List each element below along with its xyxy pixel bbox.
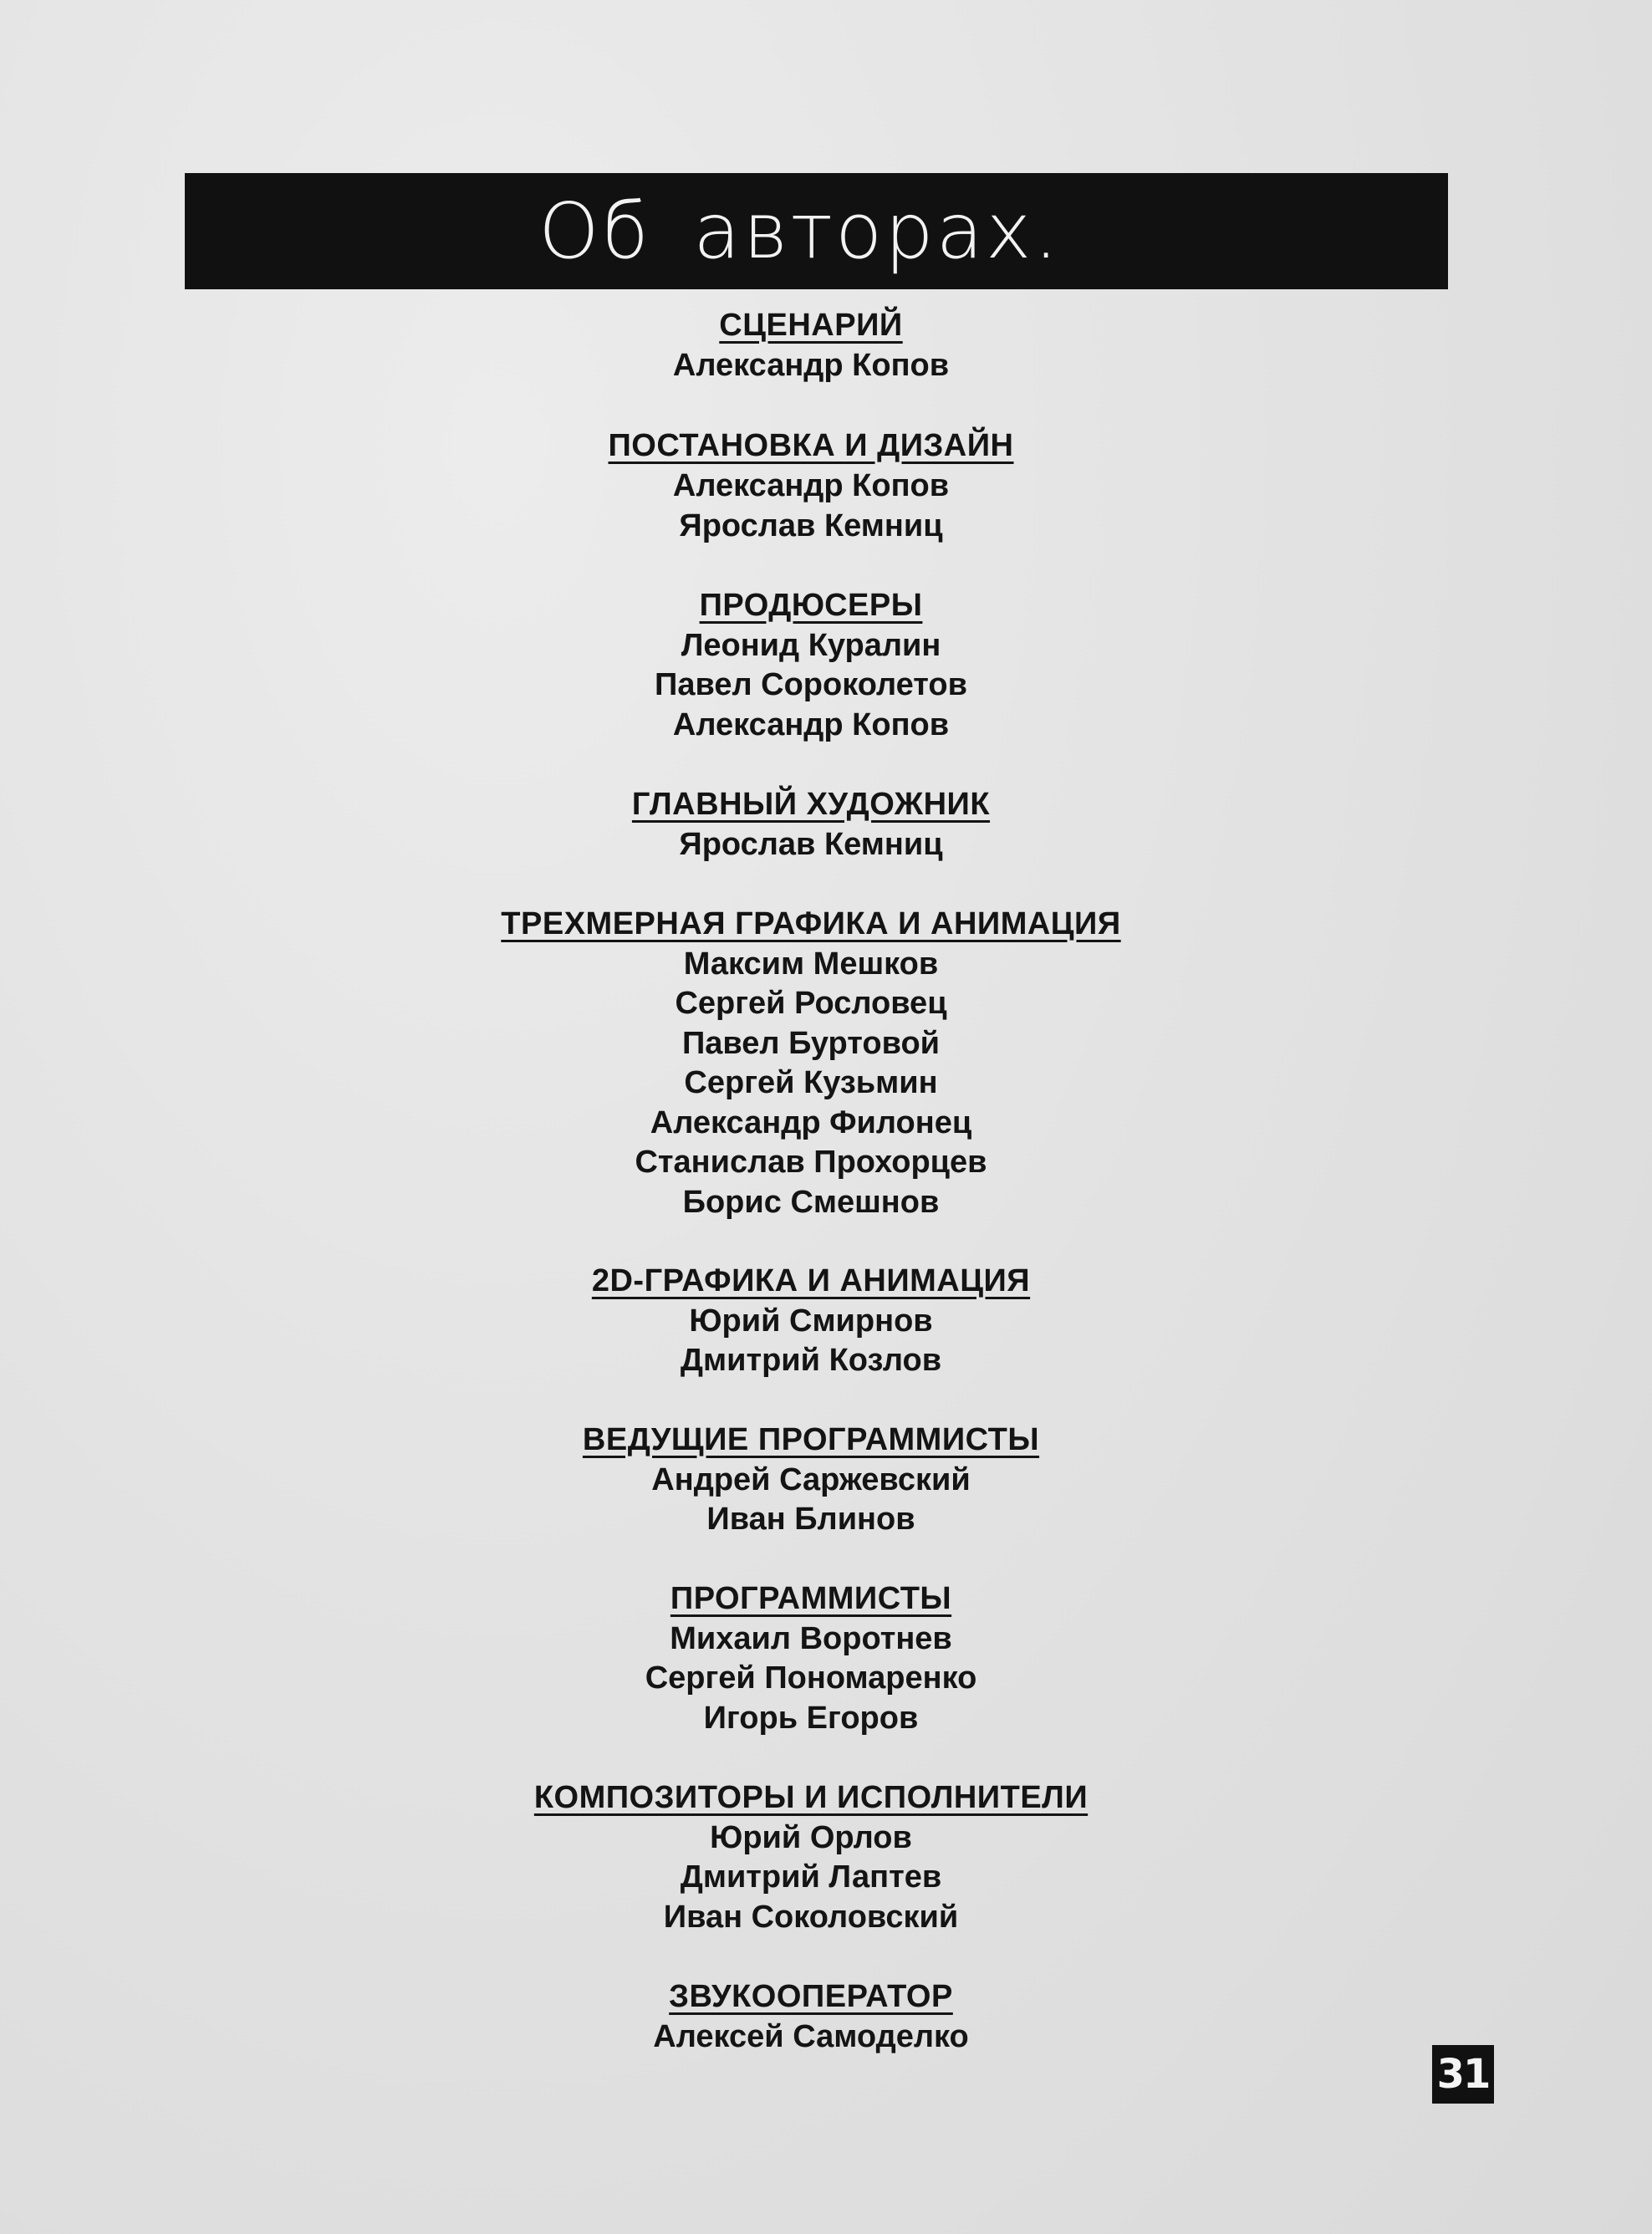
section-heading-sound: ЗВУКООПЕРАТОР bbox=[669, 1979, 953, 2014]
credit-name: Юрий Смирнов bbox=[689, 1303, 933, 1339]
credit-name: Станислав Прохорцев bbox=[635, 1145, 987, 1180]
credit-name: Ярослав Кемниц bbox=[679, 827, 943, 862]
credit-name: Юрий Орлов bbox=[710, 1820, 912, 1855]
page-title: Об авторах. bbox=[538, 186, 1061, 276]
credit-name: Сергей Пономаренко bbox=[645, 1660, 977, 1696]
section-heading-composers: КОМПОЗИТОРЫ И ИСПОЛНИТЕЛИ bbox=[533, 1780, 1089, 1815]
credit-name: Леонид Куралин bbox=[681, 628, 941, 663]
section-heading-art-director: ГЛАВНЫЙ ХУДОЖНИК bbox=[631, 787, 991, 822]
credit-name: Алексей Самоделко bbox=[653, 2019, 969, 2054]
section-heading-programmers: ПРОГРАММИСТЫ bbox=[670, 1581, 952, 1616]
section-heading-3d-graphics: ТРЕХМЕРНАЯ ГРАФИКА И АНИМАЦИЯ bbox=[501, 906, 1121, 941]
credit-name: Иван Соколовский bbox=[663, 1900, 959, 1935]
credit-name: Павел Буртовой bbox=[681, 1026, 941, 1061]
section-heading-lead-programmers: ВЕДУЩИЕ ПРОГРАММИСТЫ bbox=[582, 1422, 1040, 1457]
credit-name: Михаил Воротнев bbox=[670, 1621, 952, 1656]
credit-name: Александр Копов bbox=[672, 348, 950, 383]
credit-name: Ярослав Кемниц bbox=[679, 508, 943, 543]
credit-name: Сергей Рословец bbox=[675, 986, 947, 1021]
credit-name: Александр Копов bbox=[672, 707, 950, 742]
section-heading-scenario: СЦЕНАРИЙ bbox=[719, 308, 903, 343]
section-heading-2d-graphics: 2D-ГРАФИКА И АНИМАЦИЯ bbox=[591, 1263, 1031, 1298]
credit-name: Павел Сороколетов bbox=[655, 667, 967, 702]
credit-name: Дмитрий Лаптев bbox=[680, 1859, 942, 1895]
credit-name: Сергей Кузьмин bbox=[684, 1065, 938, 1100]
credit-name: Андрей Саржевский bbox=[651, 1462, 971, 1497]
credit-name: Дмитрий Козлов bbox=[680, 1343, 942, 1378]
credit-name: Иван Блинов bbox=[706, 1502, 915, 1537]
credit-name: Александр Копов bbox=[672, 468, 950, 503]
credit-name: Александр Филонец bbox=[650, 1105, 972, 1140]
credit-name: Игорь Егоров bbox=[703, 1701, 919, 1736]
page-number: 31 bbox=[1432, 2045, 1494, 2104]
credit-name: Максим Мешков bbox=[683, 946, 939, 982]
credit-name: Борис Смешнов bbox=[682, 1185, 940, 1220]
section-heading-producers: ПРОДЮСЕРЫ bbox=[699, 588, 923, 623]
section-heading-direction: ПОСТАНОВКА И ДИЗАЙН bbox=[608, 428, 1014, 463]
